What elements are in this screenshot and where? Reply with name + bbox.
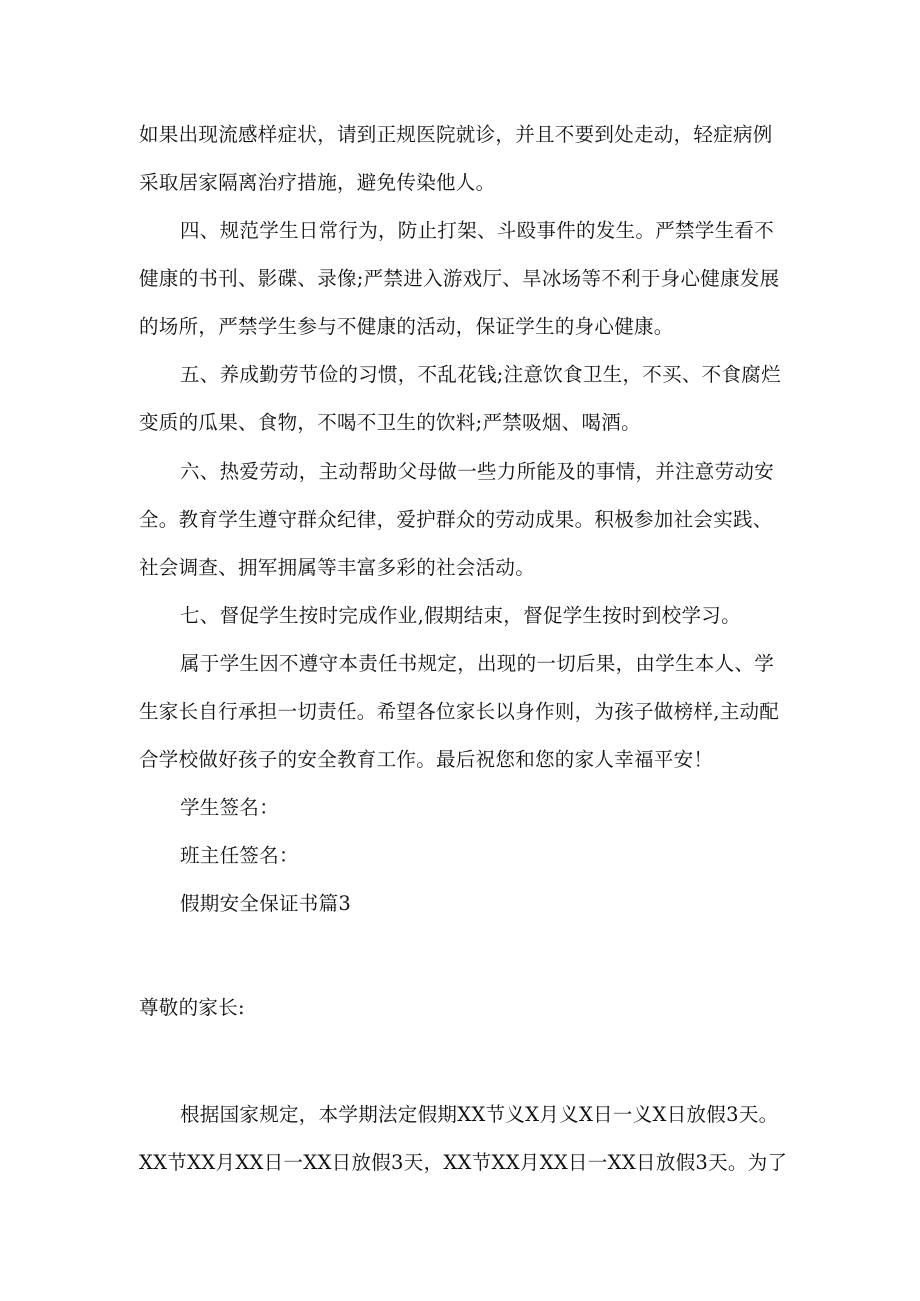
text-line: 根据国家规定，本学期法定假期XX节义X月义X日一义X日放假3天。 <box>180 1103 779 1126</box>
section-title: 假期安全保证书篇3 <box>180 892 352 915</box>
paragraph-six-line: 六、热爱劳动，主动帮助父母做一些力所能及的事情，并注意劳动安 <box>180 460 775 483</box>
text-line: XX节XX月XX日一XX日放假3天，XX节XX月XX日一XX日放假3天。为了 <box>139 1151 788 1174</box>
text-line: 如果出现流感样症状，请到正规医院就诊，并且不要到处走动，轻症病例 <box>139 123 773 146</box>
text-line: 健康的书刊、影碟、录像;严禁进入游戏厅、旱冰场等不利于身心健康发展 <box>139 267 780 290</box>
text-line: 变质的瓜果、食物，不喝不卫生的饮料;严禁吸烟、喝酒。 <box>139 411 641 434</box>
text-line: 合学校做好孩子的安全教育工作。最后祝您和您的家人幸福平安！ <box>139 748 714 771</box>
teacher-signature-label: 班主任签名： <box>180 844 299 867</box>
text-line: 的场所，严禁学生参与不健康的活动，保证学生的身心健康。 <box>139 315 674 338</box>
text-line: 生家长自行承担一切责任。希望各位家长以身作则，为孩子做榜样,主动配 <box>139 700 780 723</box>
responsibility-paragraph-line: 属于学生因不遵守本责任书规定，出现的一切后果，由学生本人、学 <box>180 652 775 675</box>
salutation: 尊敬的家长: <box>139 996 245 1019</box>
text-line: 采取居家隔离治疗措施，避免传染他人。 <box>139 171 496 194</box>
paragraph-five-line: 五、养成勤劳节俭的习惯，不乱花钱;注意饮食卫生，不买、不食腐烂 <box>180 363 781 386</box>
student-signature-label: 学生签名： <box>180 796 280 819</box>
paragraph-seven-line: 七、督促学生按时完成作业,假期结束，督促学生按时到校学习。 <box>180 604 741 627</box>
text-line: 社会调查、拥军拥属等丰富多彩的社会活动。 <box>139 556 536 579</box>
text-line: 全。教育学生遵守群众纪律，爱护群众的劳动成果。积极参加社会实践、 <box>139 508 773 531</box>
paragraph-four-line: 四、规范学生日常行为，防止打架、斗殴事件的发生。严禁学生看不 <box>180 219 775 242</box>
